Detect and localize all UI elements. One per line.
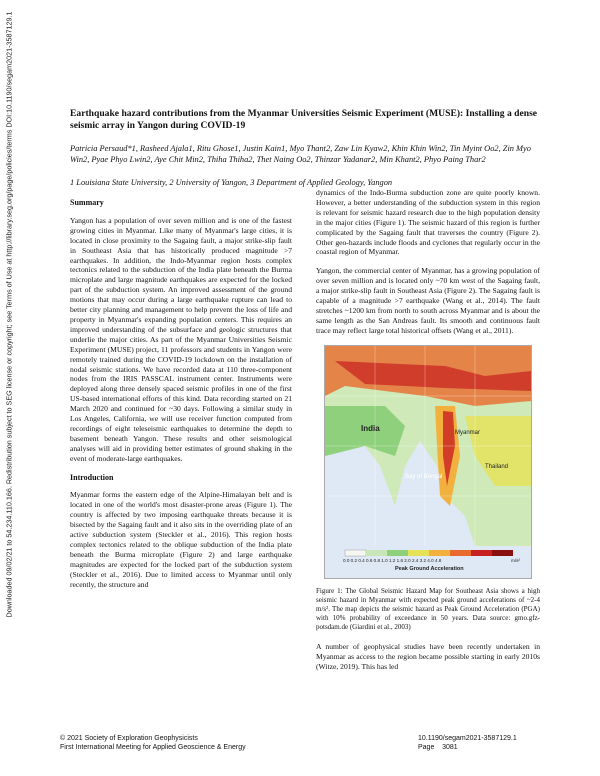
page-number: Page 3081 [418, 744, 458, 751]
hazard-map-figure [324, 345, 532, 579]
hazard-map-graphic [325, 346, 531, 578]
summary-heading: Summary [70, 198, 104, 207]
author-list: Patricia Persaud*1, Rasheed Ajala1, Ritu Ghose1, Justin Kain1, Myo Thant2, Zaw Lin Kyaw2, Khin Khin Win2, Tin Myint Oo2, Zin Myo Win2, Pyae Phyo Lwin2, Aye Chit Min2, Thiha Thiha2, Thet Naing Oo2, Thinzar Yadanar2, Min Khant2, Phyo Paing Thar2 [70, 144, 531, 164]
introduction-heading: Introduction [70, 472, 114, 482]
left-column [70, 198, 292, 599]
map-label-myanmar: Myanmar [455, 429, 481, 436]
map-label-thailand: Thailand [485, 463, 509, 470]
footer-left [60, 734, 246, 752]
colorbar-ticks: 0.0 0.2 0.4 0.6 0.8 1.0 1.2 1.6 2.0 2.4 3.2 4.0 4.8 [343, 557, 442, 563]
footer-right [418, 734, 517, 752]
introduction-paragraph: Myanmar forms the eastern edge of the Alpine-Himalayan belt and is located in one of the world's most disaster-prone areas (Figure 1). The country is affected by two imposing earthquake threats because it is bisected by the Sagaing fault and it also sits in the overriding plate of an active subduction system (Steckler et al., 2016). This region hosts complex tectonics related to the oblique subduction of the India plate beneath the Burma microplate (Figure 2) and large earthquake magnitudes are expected for the locked part of the subduction system (Steckler et al., 2016). Due to limited access to Myanmar until only recently, the structure and [70, 490, 292, 589]
colorbar-title: Peak Ground Acceleration [395, 565, 464, 572]
footer-doi: 10.1190/segam2021-3587129.1 [418, 735, 517, 742]
right-column [316, 188, 540, 680]
body-paragraph-3: A number of geophysical studies have been recently undertaken in Myanmar as access to the region became possible starting in early 2010s (Witze, 2019). This has led [316, 641, 540, 671]
map-label-bay-of-bengal: Bay of Bengal [405, 473, 443, 480]
body-paragraph-2: Yangon, the commercial center of Myanmar, has a growing population of over seven million and is located only ~70 km west of the Sagaing fault, a major strike-slip fault in Southeast Asia (Figure 2). The Sagaing fault is capable of a magnitude >7 earthquake (Wang et al., 2014). The fault stretches ~1200 km from north to south across Myanmar and is about the same length as the San Andreas fault. Its smooth and continuous fault trace may reflect large total historical offsets (Wang et al., 2011). [316, 266, 540, 335]
paper-title: Earthquake hazard contributions from the Myanmar Universities Seismic Experiment (MUSE): Installing a dense seismic array in Yangon during COVID-19 [70, 108, 538, 131]
colorbar-unit: m/s² [511, 557, 520, 563]
map-label-india: India [361, 423, 380, 433]
download-sidebar [2, 11, 16, 620]
summary-paragraph: Yangon has a population of over seven million and is one of the fastest growing cities in Myanmar. Like many of Myanmar's large cities, it is located in close proximity to the Sagaing fault, a major strike-slip fault in Southeast Asia that has historically produced magnitude >7 earthquakes. In addition, the Indo-Myanmar region hosts complex tectonics related to the subduction of the India plate beneath the Burma microplate and large magnitude earthquakes are expected for the locked part of the subduction system. An improved assessment of the ground motions that may occur during a large earthquake rupture can lead to better city planning and management to help prevent the loss of life and property in Myanmar's expanding population centers. This requires an improved understanding of the subsurface and geologic structures that underlie the major cities. As part of the Myanmar Universities Seismic Experiment (MUSE) project, 11 professors and students in Yangon were remotely trained during the COVID-19 lockdown on the installation of nodal seismic stations. We have recorded data at 110 three-component nodes from the IRIS PASSCAL instrument center. Instruments were deployed along three densely spaced seismic profiles in one of the first US-based international efforts of this kind. Data recording started on 21 March 2020 and continued for ~30 days. Following a similar study in Los Angeles, California, we will use receiver function computed from recordings of eight teleseismic earthquakes to determine the depth to basement beneath Yangon. These results and other seismological analyses will aid in providing better estimates of ground shaking in the event of moderate-large earthquakes. [70, 215, 292, 463]
pga-colorbar [345, 550, 513, 556]
affiliations: 1 Louisiana State University, 2 University of Yangon, 3 Department of Applied Geology, Yangon [70, 178, 393, 187]
download-notice: Downloaded 09/02/21 to 54.234.110.166. Redistribution subject to SEG license or copyright; see Terms of Use at http://library.seg.org/page/policies/terms DOI:10.1190/segam2021-3587129.1 [4, 11, 14, 618]
figure-1-caption: Figure 1: The Global Seismic Hazard Map for Southeast Asia shows a high seismic hazard in Myanmar with expected peak ground accelerations of ~2-4 m/s². The map depicts the seismic hazard as Peak Ground Acceleration (PGA) with 10% probability of exceedance in 50 years. Data source: gmo.gfz-potsdam.de (Giardini et al., 2003) [316, 586, 540, 631]
meeting-name: First International Meeting for Applied Geoscience & Energy [60, 744, 246, 751]
body-paragraph-1: dynamics of the Indo-Burma subduction zone are quite poorly known. However, a better understanding of the subduction system in this region is relevant for seismic hazard research due to the high population density in the major cities (Figure 1). The seismic hazard of this region is further complicated by the Sagaing fault that traverses the country (Figure 2). Other geo-hazards include floods and cyclones that regularly occur in the coastal region of Myanmar. [316, 188, 540, 257]
copyright-text: © 2021 Society of Exploration Geophysicists [60, 735, 198, 742]
